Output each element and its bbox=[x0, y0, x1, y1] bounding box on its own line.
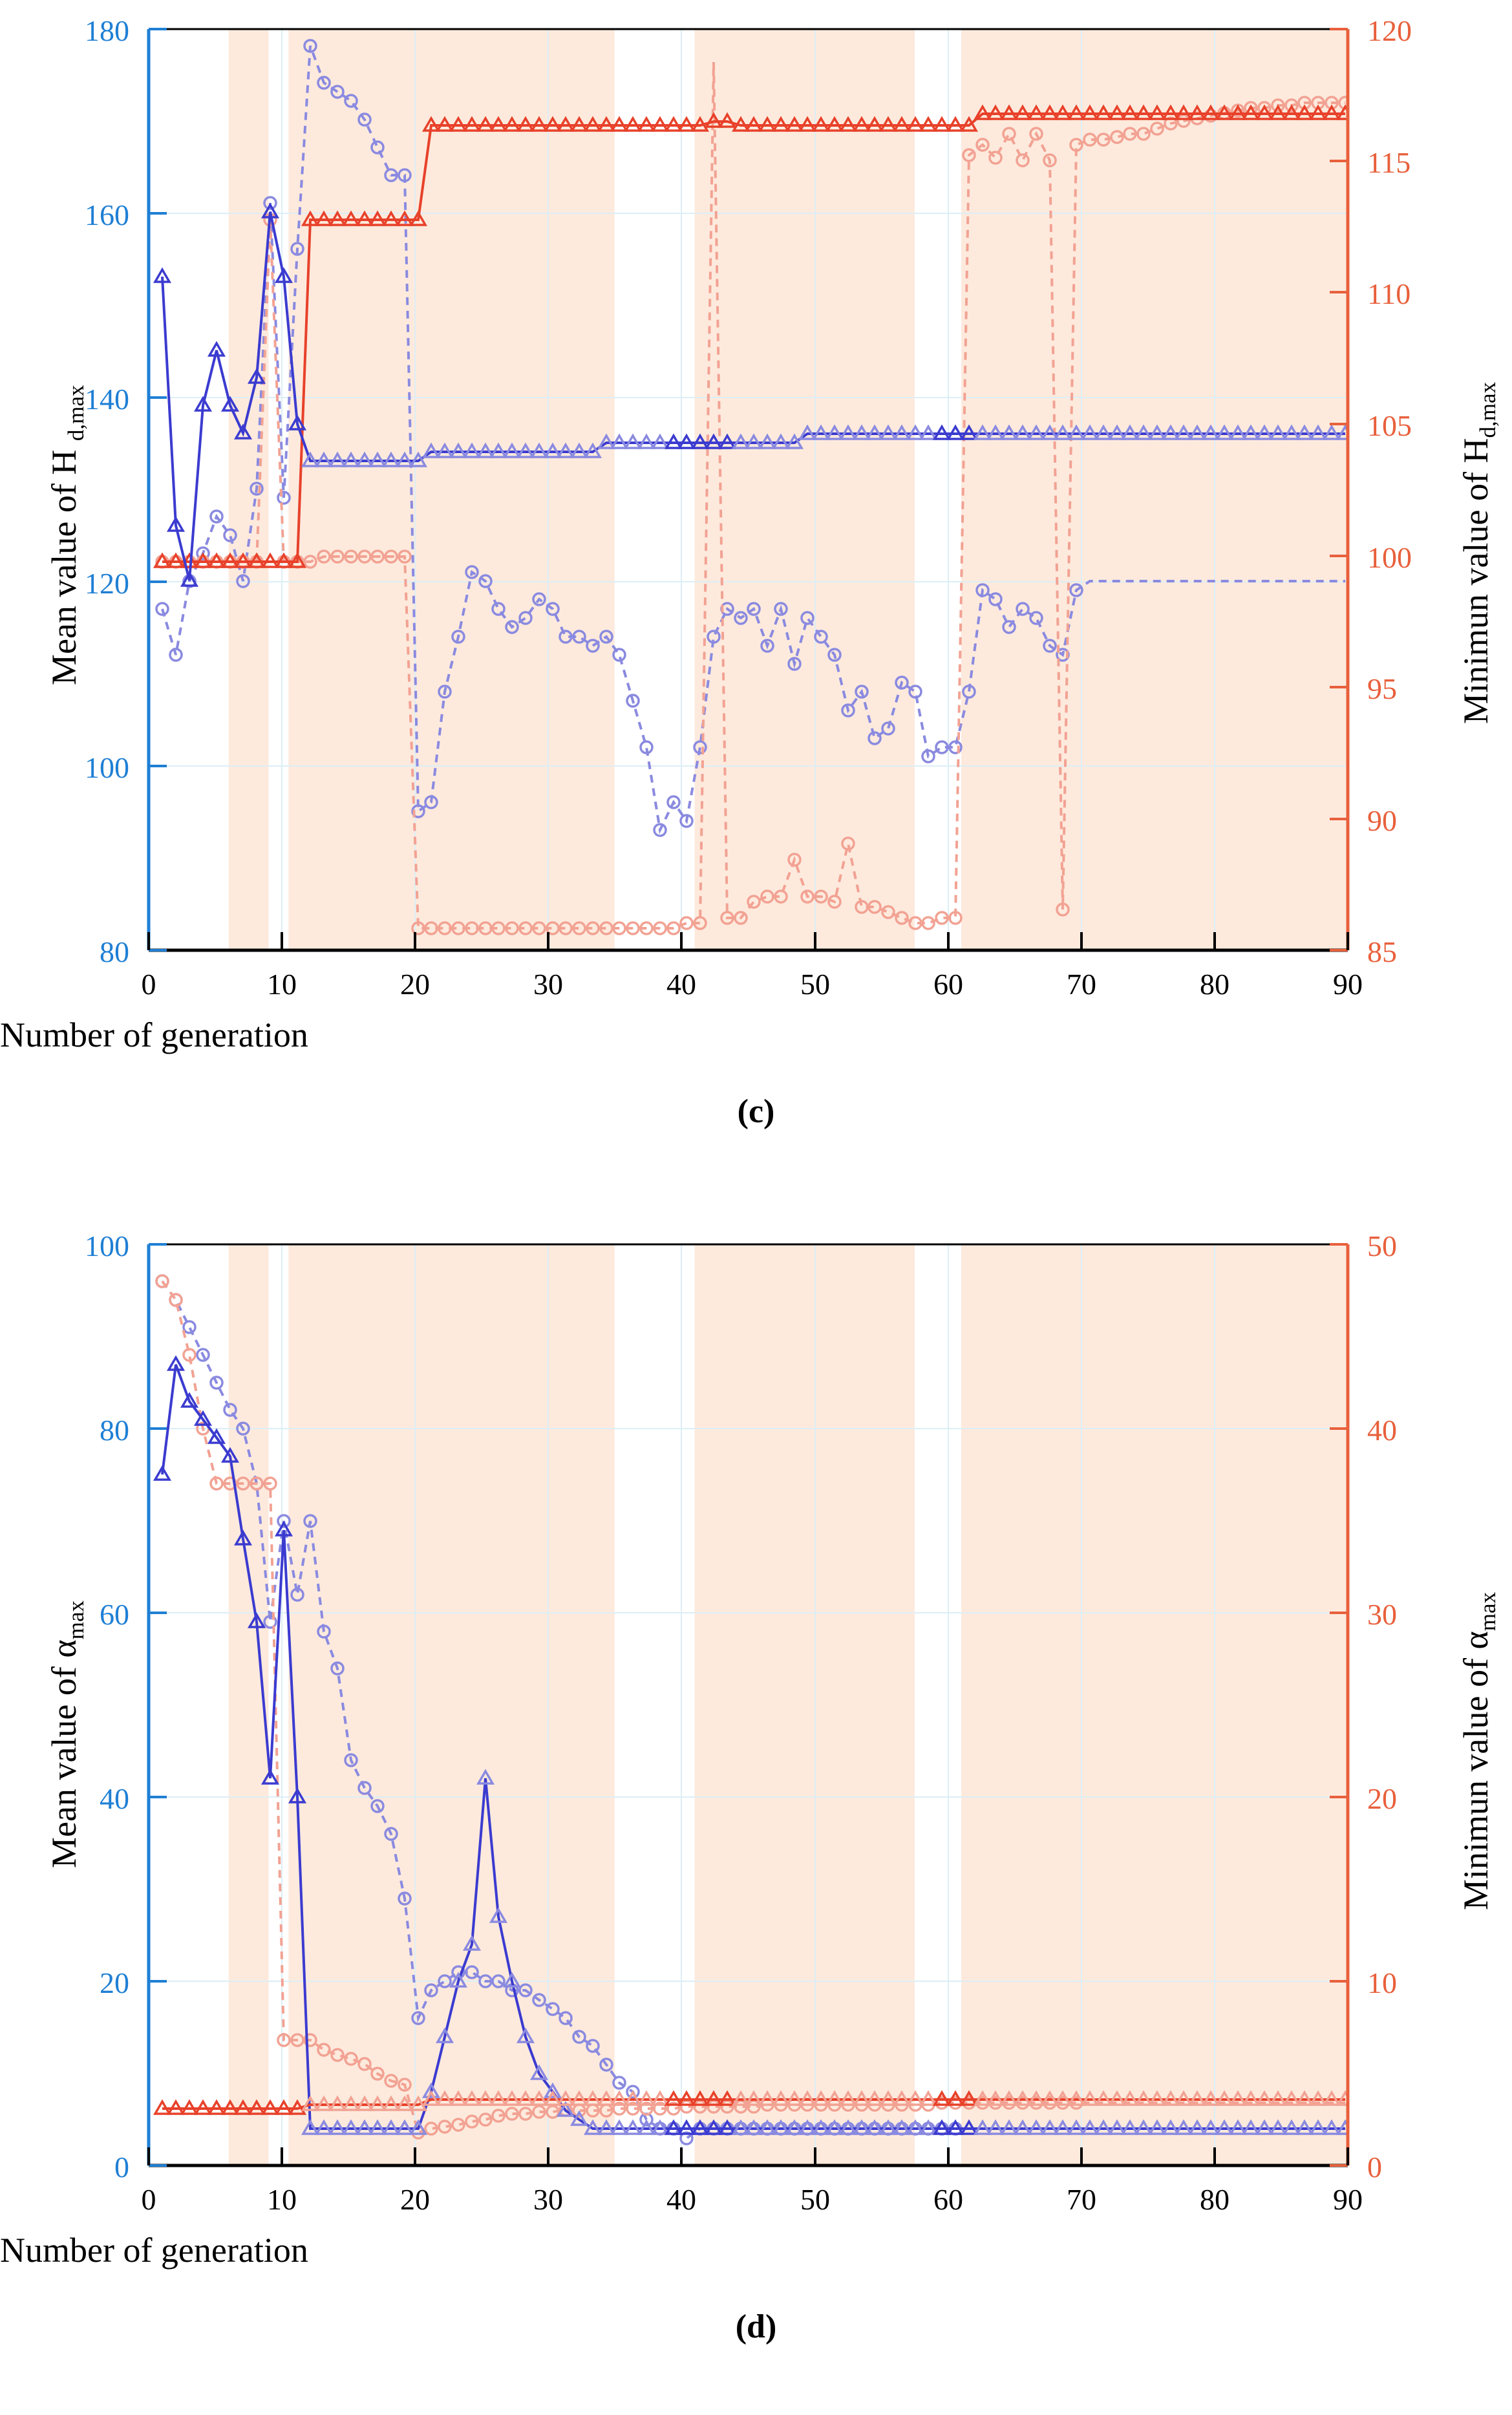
svg-text:80: 80 bbox=[100, 1414, 129, 1447]
svg-text:85: 85 bbox=[1367, 935, 1397, 968]
svg-text:30: 30 bbox=[533, 968, 563, 1001]
svg-text:105: 105 bbox=[1367, 409, 1412, 442]
svg-text:40: 40 bbox=[1367, 1414, 1397, 1447]
panel-c-right-axis-label: Minimun value of $H_{d,max}$ bbox=[1456, 381, 1500, 724]
panel-c-left-ticks bbox=[85, 14, 167, 968]
svg-text:0: 0 bbox=[141, 2183, 156, 2216]
panel-c-plot bbox=[0, 0, 1512, 1008]
svg-text:20: 20 bbox=[100, 1966, 129, 1999]
panel-c-band-fix bbox=[695, 29, 962, 950]
panel-c-unshaded-gaps bbox=[615, 29, 695, 950]
svg-text:20: 20 bbox=[1367, 1782, 1397, 1815]
svg-text:0: 0 bbox=[1367, 2151, 1382, 2184]
svg-text:20: 20 bbox=[400, 2183, 430, 2216]
svg-text:50: 50 bbox=[1367, 1229, 1397, 1262]
svg-text:50: 50 bbox=[800, 968, 830, 1001]
svg-text:10: 10 bbox=[267, 2183, 297, 2216]
svg-text:160: 160 bbox=[85, 198, 129, 231]
svg-text:70: 70 bbox=[1067, 2183, 1096, 2216]
panel-d-left-axis-label: Mean value of $\alpha_{max}$ bbox=[45, 1600, 89, 1868]
svg-text:10: 10 bbox=[267, 968, 297, 1001]
panel-c-x-axis-label: Number of generation bbox=[0, 1016, 308, 1054]
panel-d-right-axis-label: Minimun value of $\alpha_{max}$ bbox=[1456, 1591, 1500, 1910]
svg-text:120: 120 bbox=[85, 567, 129, 600]
svg-text:50: 50 bbox=[800, 2183, 830, 2216]
svg-text:20: 20 bbox=[400, 968, 430, 1001]
svg-text:0: 0 bbox=[141, 968, 156, 1001]
panel-c-left-axis-label: Mean value of H $_{d,max}$ bbox=[45, 385, 89, 685]
panel-d-plot bbox=[0, 1215, 1512, 2224]
svg-text:100: 100 bbox=[85, 751, 129, 784]
svg-text:95: 95 bbox=[1367, 672, 1397, 705]
svg-text:115: 115 bbox=[1367, 146, 1411, 179]
svg-text:0: 0 bbox=[114, 2151, 129, 2184]
svg-text:40: 40 bbox=[666, 968, 696, 1001]
svg-text:10: 10 bbox=[1367, 1966, 1397, 1999]
panel-d bbox=[0, 1215, 1512, 2379]
panel-d-shaded-bands bbox=[229, 1244, 1348, 2165]
svg-text:100: 100 bbox=[1367, 541, 1412, 574]
svg-text:120: 120 bbox=[1367, 14, 1412, 47]
panel-d-caption: (d) bbox=[735, 2308, 777, 2345]
svg-text:180: 180 bbox=[85, 14, 129, 47]
svg-text:70: 70 bbox=[1067, 968, 1096, 1001]
panel-c bbox=[0, 0, 1512, 1164]
svg-text:40: 40 bbox=[666, 2183, 696, 2216]
svg-text:80: 80 bbox=[100, 935, 129, 968]
panel-c-caption: (c) bbox=[737, 1093, 775, 1130]
svg-text:80: 80 bbox=[1200, 968, 1230, 1001]
svg-text:30: 30 bbox=[533, 2183, 563, 2216]
svg-text:100: 100 bbox=[85, 1229, 129, 1262]
svg-text:60: 60 bbox=[933, 968, 963, 1001]
svg-text:90: 90 bbox=[1333, 968, 1363, 1001]
svg-text:60: 60 bbox=[933, 2183, 963, 2216]
svg-text:30: 30 bbox=[1367, 1598, 1397, 1631]
svg-text:110: 110 bbox=[1367, 277, 1411, 310]
panel-d-x-axis-label: Number of generation bbox=[0, 2231, 308, 2270]
svg-text:140: 140 bbox=[85, 383, 129, 416]
panel-d-left-ticks bbox=[85, 1229, 167, 2184]
svg-text:60: 60 bbox=[100, 1598, 129, 1631]
svg-text:80: 80 bbox=[1200, 2183, 1230, 2216]
svg-text:90: 90 bbox=[1333, 2183, 1363, 2216]
svg-text:40: 40 bbox=[100, 1782, 129, 1815]
svg-text:90: 90 bbox=[1367, 804, 1397, 837]
